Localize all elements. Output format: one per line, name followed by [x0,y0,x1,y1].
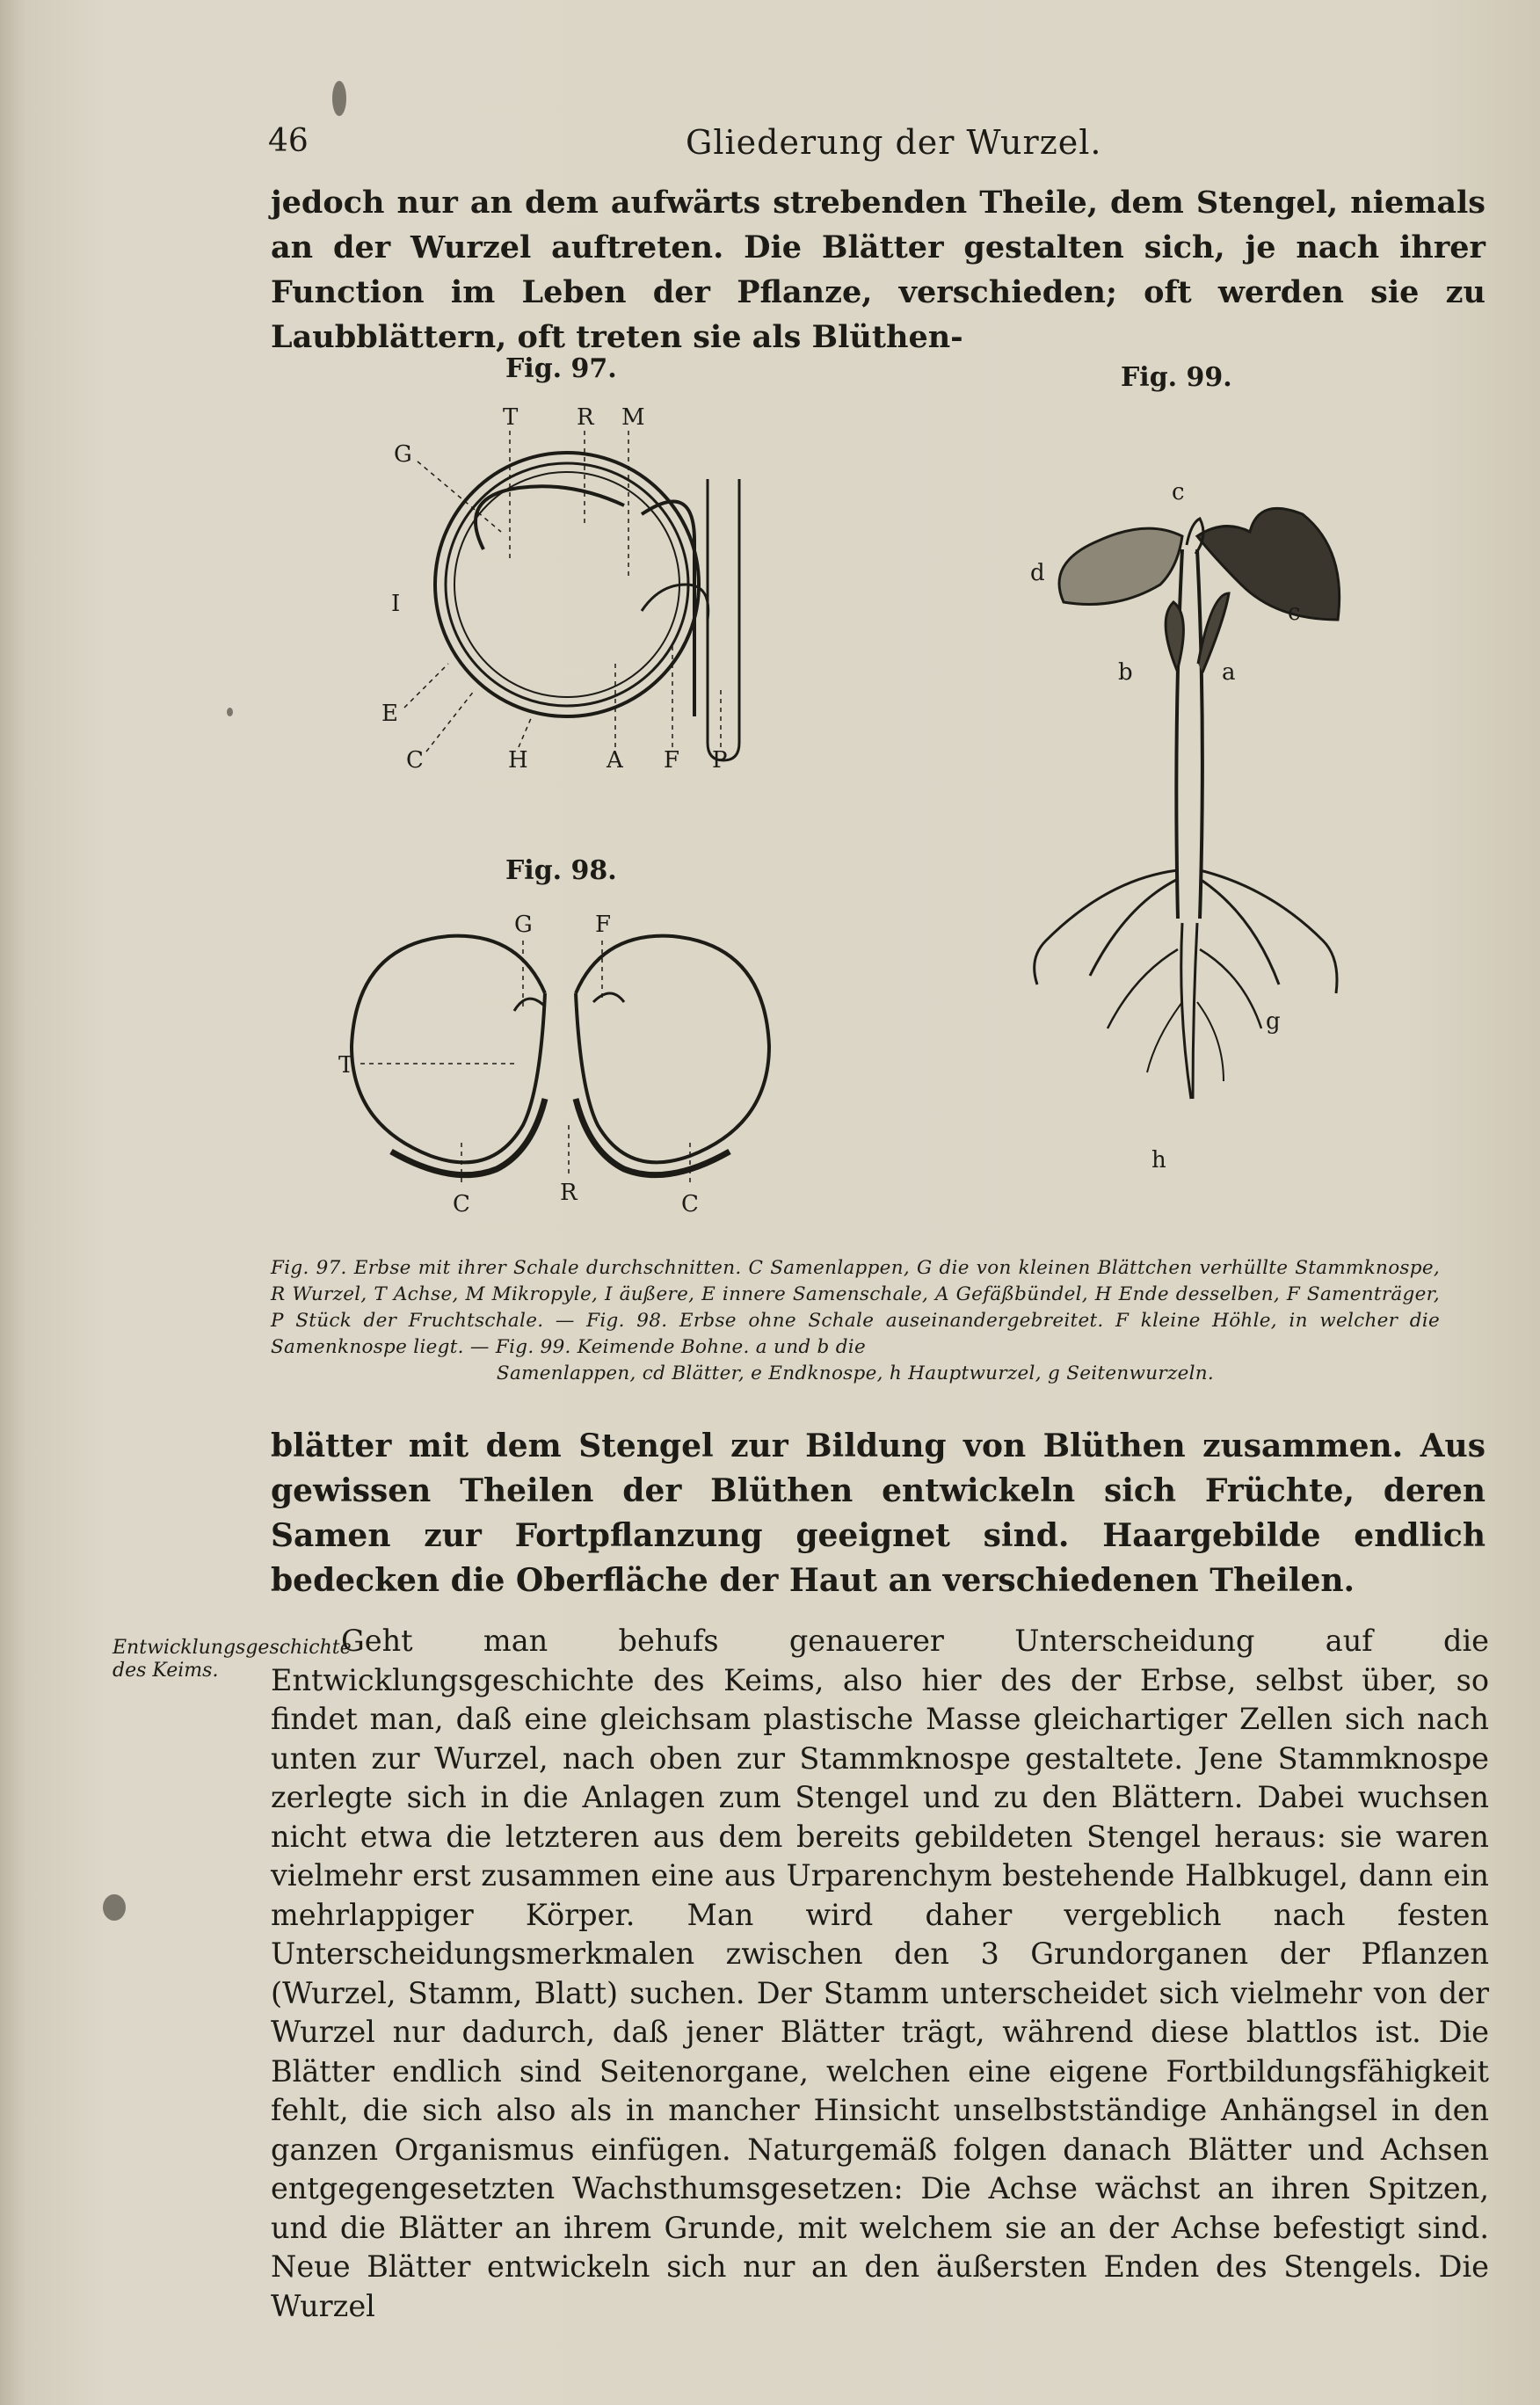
margin-note: Entwicklungsgeschichte des Keims. [113,1637,352,1682]
fig97-label-E: E [381,701,398,727]
fig97-label-F: F [664,747,680,769]
fig99-label-g: g [1266,1008,1281,1035]
fig98-label-C-right: C [681,1191,699,1213]
fig99-illustration [967,431,1380,1187]
fig97-label-M: M [621,404,645,431]
paragraph-1: jedoch nur an dem aufwärts strebenden Theile, dem Stengel, niemals an der Wurzel auftreten. Die Blätter gestalten sich, je nach ihrer Function im Leben der Pflanze, verschieden; oft werden sie zu Laubblättern, oft treten sie als Blüthen- [271,185,1486,355]
figure-caption-last-line: Samenlappen, cd Blätter, e Endknospe, h Hauptwurzel, g Seitenwurzeln. [496,1362,1215,1384]
ink-spot [227,708,233,716]
fig99-label-c-right: c [1288,599,1301,626]
fig97-title: Fig. 97. [505,353,617,384]
fig97-label-A: A [607,747,623,769]
fig99-label-h: h [1151,1147,1166,1173]
fig99-label-d: d [1030,560,1045,586]
fig98-label-T: T [338,1052,354,1079]
fig97-illustration [378,400,782,769]
ink-spot [332,81,346,116]
ink-spot [103,1894,126,1921]
fig97-label-P: P [712,747,728,769]
fig98-label-C-left: C [453,1191,470,1213]
paragraph-2: blätter mit dem Stengel zur Bildung von Blüthen zusammen. Aus gewissen Theilen der Blüthen entwickeln sich Früchte, deren Samen zur Fortpflanzung geeignet sind. Haargebilde endlich bedecken die Oberfläche der Haut an verschiedenen Theilen. [271,1428,1486,1599]
fig97-label-H: H [508,747,528,769]
paragraph-3: Geht man behufs genauerer Unterscheidung auf die Entwicklungsgeschichte des Keims, also hier des der Erbse, selbst über, so findet man, daß eine gleichsam plastische Masse gleichartiger Zellen sich nach unten zur Wurzel, nach oben zur Stammknospe gestaltete. Jene Stammknospe zerlegte sich in die Anlagen zum Stengel und zu den Blättern. Dabei wuchsen nicht etwa die letzteren aus dem bereits gebildeten Stengel heraus: sie waren vielmehr erst zusammen eine aus Urparenchym bestehende Halbkugel, dann ein mehrlappiger Körper. Man wird daher vergeblich nach festen Unterscheidungsmerkmalen zwischen den 3 Grundorganen der Pflanzen (Wurzel, Stamm, Blatt) suchen. Der Stamm unterscheidet sich vielmehr von der Wurzel nur dadurch, daß jener Blätter trägt, während diese blattlos ist. Die Blätter endlich sind Seitenorgane, welchen eine eigene Fortbildungsfähigkeit fehlt, die sich also als in mancher Hinsicht unselbstständige Anhängsel in den ganzen Organismus einfügen. Naturgemäß folgen danach Blätter und Achsen entgegengesetzten Wachsthumsgesetzen: Die Achse wächst an ihren Spitzen, und die Blätter an ihrem Grunde, mit welchem sie an der Achse befestigt sind. Neue Blätter entwickeln sich nur an den äußersten Enden des Stengels. Die Wurzel [271,1624,1489,2323]
running-title: Gliederung der Wurzel. [686,123,1102,162]
figure-caption-main: Fig. 97. Erbse mit ihrer Schale durchschnitten. C Samenlappen, G die von kleinen Blättchen verhüllte Stammknospe, R Wurzel, T Achse, M Mikropyle, I äußere, E innere Samenschale, A Gefäßbündel, H Ende desselben, F Samenträger, P Stück der Fruchtschale. — Fig. 98. Erbse ohne Schale auseinandergebreitet. F kleine Höhle, in welcher die Samenknospe liegt. — Fig. 99. Keimende Bohne. a und b die [271,1257,1440,1358]
fig97-label-G: G [394,441,412,468]
fig97-label-R: R [577,404,594,431]
fig99-label-b: b [1118,659,1133,686]
fig99-label-a: a [1222,659,1236,686]
fig98-label-F: F [595,912,612,938]
fig97-label-C: C [406,747,424,769]
fig98-title: Fig. 98. [505,855,617,886]
fig99-title: Fig. 99. [1121,362,1232,393]
fig98-label-R: R [560,1180,578,1206]
fig98-label-G: G [514,912,533,938]
fig99-label-c-top: c [1172,479,1185,505]
fig97-label-I: I [391,591,401,617]
fig98-illustration [338,905,795,1213]
fig97-label-T: T [503,404,519,431]
page-number: 46 [268,123,309,159]
figure-caption [271,1255,1440,1387]
